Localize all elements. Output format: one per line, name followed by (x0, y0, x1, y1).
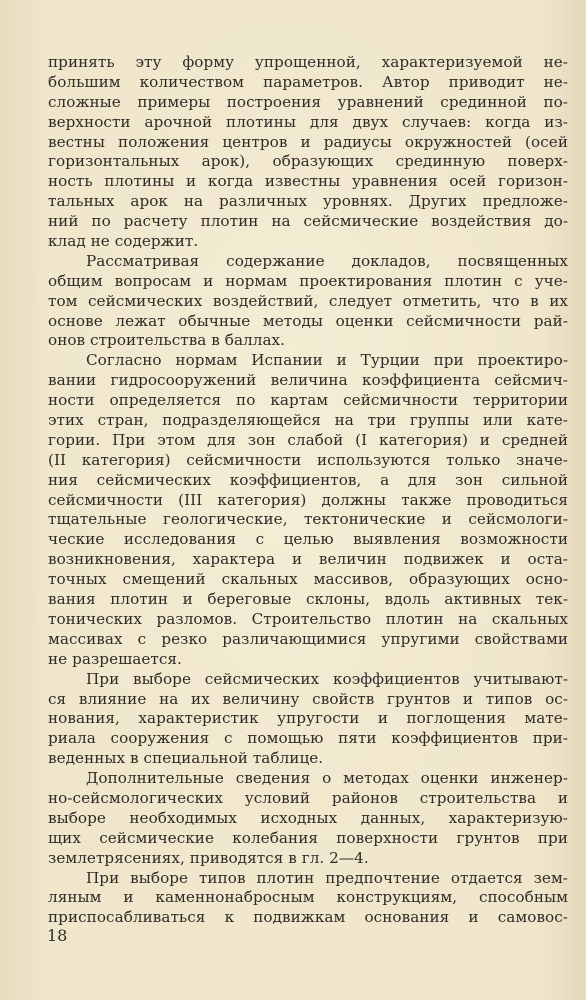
text-line: щих сейсмические колебания поверхности грунтов при (48, 828, 568, 847)
text-line: общим вопросам и нормам проектирования плотин с уче- (48, 271, 568, 290)
text-line: сложные примеры построения уравнений срединной по- (48, 92, 568, 111)
text-line: но-сейсмологических условий районов строительства и (48, 788, 568, 807)
text-line: тщательные геологические, тектонические и сейсмологи- (48, 510, 568, 529)
text-line: основе лежат обычные методы оценки сейсмичности рай- (48, 311, 568, 330)
text-line: веденных в специальной таблице. (48, 749, 324, 768)
text-line: тальных арок на различных уровнях. Других предложе- (48, 192, 568, 211)
text-line: гории. При этом для зон слабой (I категория) и средней (48, 430, 568, 449)
text-line: Согласно нормам Испании и Турции при проектиро- (86, 351, 568, 370)
text-line: принять эту форму упрощенной, характеризуемой не- (48, 53, 568, 71)
text-line: вания плотин и береговые склоны, вдоль активных тек- (48, 590, 568, 609)
text-line: большим количеством параметров. Автор приводит не- (48, 72, 568, 91)
text-line: ся влияние на их величину свойств грунтов и типов ос- (48, 689, 568, 708)
text-line: приспосабливаться к подвижкам основания и самовос- (48, 908, 568, 927)
text-line: ляным и каменнонабросным конструкциям, способным (48, 888, 568, 907)
text-line: онов строительства в баллах. (48, 331, 286, 350)
text-line: (II категория) сейсмичности используются только значе- (48, 450, 568, 469)
text-line: ческие исследования с целью выявления возможности (48, 530, 568, 549)
text-line: массивах с резко различающимися упругими свойствами (48, 629, 568, 648)
text-line: Рассматривая содержание докладов, посвященных (86, 251, 568, 270)
text-line: землетрясениях, приводятся в гл. 2—4. (48, 848, 369, 867)
text-line: горизонтальных арок), образующих срединную поверх- (48, 152, 568, 171)
text-line: вании гидросооружений величина коэффициента сейсмич- (48, 371, 568, 390)
text-line: ность плотины и когда известны уравнения осей горизон- (48, 172, 568, 191)
text-line: тонических разломов. Строительство плотин на скальных (48, 609, 568, 628)
text-line: риала сооружения с помощью пяти коэффициентов при- (48, 729, 568, 748)
text-line: ния сейсмических коэффициентов, а для зон сильной (48, 470, 568, 489)
text-line: возникновения, характера и величин подвижек и оста- (48, 550, 568, 569)
text-line: вестны положения центров и радиусы окружностей (осей (48, 132, 568, 151)
page-number: 18 (47, 926, 68, 945)
text-line: том сейсмических воздействий, следует отметить, что в их (48, 291, 568, 310)
text-line: ности определяется по картам сейсмичности территории (48, 391, 568, 410)
text-line: При выборе сейсмических коэффициентов учитывают- (86, 669, 568, 688)
text-line: Дополнительные сведения о методах оценки инженер- (86, 769, 568, 788)
text-line: этих стран, подразделяющейся на три группы или кате- (48, 411, 568, 430)
text-line: сейсмичности (III категория) должны также проводиться (48, 490, 568, 509)
text-line: нования, характеристик упругости и поглощения мате- (48, 709, 568, 728)
text-line: верхности арочной плотины для двух случаев: когда из- (48, 112, 568, 131)
text-line: не разрешается. (48, 649, 182, 668)
text-line: выборе необходимых исходных данных, характеризую- (48, 808, 568, 827)
text-line: клад не содержит. (48, 232, 199, 251)
text-line: При выборе типов плотин предпочтение отдается зем- (86, 868, 568, 887)
body-text (48, 53, 568, 928)
text-line: ний по расчету плотин на сейсмические воздействия до- (48, 212, 568, 231)
text-line: точных смещений скальных массивов, образующих осно- (48, 570, 568, 589)
